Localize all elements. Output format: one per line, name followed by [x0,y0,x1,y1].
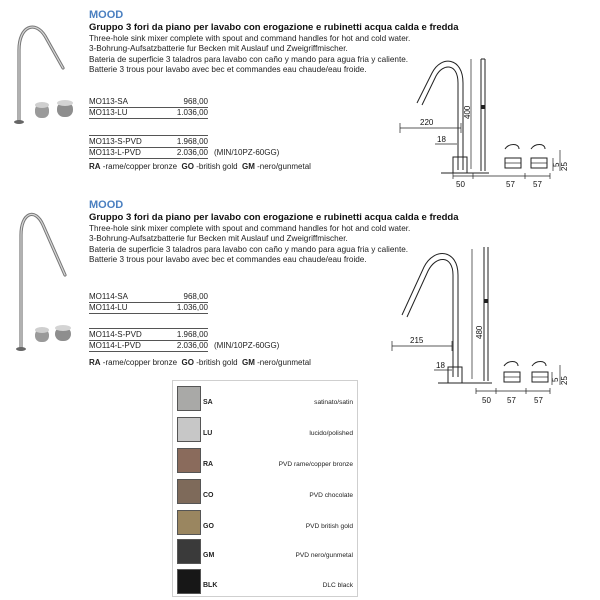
swatch-code: BLK [203,582,218,589]
dim-base-3: 57 [533,180,542,189]
divider [89,313,208,314]
min-order-note: (MIN/10PZ-60GG) [214,148,280,157]
swatch-row [173,415,359,446]
price-row [89,148,208,158]
price-row [89,341,208,351]
swatch-name: satinato/satin [314,399,353,406]
dim-reach: 215 [410,336,424,345]
dim-spout: 18 [437,135,446,144]
swatch-chip [177,448,201,473]
dim-base-1: 50 [482,396,491,405]
divider [89,158,208,159]
finish-name: -rame/copper bronze [102,162,178,171]
desc-es: Bateria de superficie 3 taladros para lavabo con caño y mando para agua fria y caliente. [89,244,409,254]
product-price: 1.968,00 [176,137,208,146]
swatch-code: GO [203,523,214,530]
brand-name: MOOD [89,9,124,21]
product-price: 1.968,00 [176,330,208,339]
swatch-code: RA [203,461,214,468]
brand-name: MOOD [89,199,124,211]
swatch-row [173,477,359,508]
desc-en: Three-hole sink mixer complete with spout and command handles for hot and cold water. [89,224,411,233]
finish-code: RA [89,358,101,367]
finish-name: -nero/gunmetal [257,358,311,367]
swatch-code: LU [203,430,213,437]
swatch-name: PVD nero/gunmetal [295,552,353,559]
technical-drawing-mo113 [395,45,600,195]
swatch-chip [177,539,201,564]
divider [89,135,208,136]
divider [89,118,208,119]
dim-base-2: 57 [506,180,515,189]
product-price: 2.036,00 [176,341,208,350]
finish-code: GM [242,162,255,171]
product-price: 968,00 [183,292,208,301]
product-code: MO114-L-PVD [89,341,141,350]
swatch-chip [177,386,201,411]
product-code: MO113-S-PVD [89,137,142,146]
finish-options [89,162,311,171]
swatch-name: PVD british gold [305,523,353,530]
dim-base-1: 50 [456,180,465,189]
desc-en: Three-hole sink mixer complete with spout and command handles for hot and cold water. [89,34,411,43]
finish-options [89,358,311,367]
dim-height: 400 [463,105,472,119]
finish-name: -british gold [196,358,238,367]
desc-es: Bateria de superficie 3 taladros para lavabo con caño y mando para agua fria y caliente. [89,54,409,64]
swatch-code: GM [203,552,215,559]
swatch-name: PVD chocolate [309,492,353,499]
price-row [89,108,208,118]
desc-fr: Batterie 3 trous pour lavabo avec bec et commandes eau chaude/eau froide. [89,64,367,74]
divider [89,351,208,352]
swatch-row [173,537,359,568]
product-image-mo114 [5,205,77,355]
finish-code: GO [181,358,194,367]
technical-drawing-mo114 [380,245,600,415]
price-row [89,303,208,313]
swatch-chip [177,479,201,504]
swatch-chip [177,569,201,594]
product-code: MO113-SA [89,97,128,106]
dim-reach: 220 [420,118,434,127]
product-code: MO114-LU [89,303,128,312]
dim-h2: 25 [560,162,569,171]
swatch-row [173,567,359,598]
price-row [89,330,208,340]
dim-h1: 5 [551,377,560,382]
swatch-code: CO [203,492,214,499]
dim-h2: 25 [560,376,569,385]
swatch-row [173,508,359,539]
product-code: MO114-S-PVD [89,330,142,339]
swatch-chip [177,510,201,535]
divider [89,328,208,329]
dim-spout: 18 [436,361,445,370]
product-image-mo113 [5,12,77,132]
desc-de: 3-Bohrung-Aufsatzbatterie fur Becken mit Auslauf und Zweigriffmischer. [89,44,348,54]
swatch-code: SA [203,399,213,406]
finish-code: GO [181,162,194,171]
price-row [89,292,208,302]
desc-fr: Batterie 3 trous pour lavabo avec bec et commandes eau chaude/eau froide. [89,254,367,264]
dim-base-3: 57 [534,396,543,405]
min-order-note: (MIN/10PZ-60GG) [214,341,280,350]
swatch-chip [177,417,201,442]
price-row [89,137,208,147]
finish-name: -rame/copper bronze [102,358,178,367]
product-price: 1.036,00 [176,108,208,117]
finish-name: -british gold [196,162,238,171]
dim-height: 480 [475,325,484,339]
desc-de: 3-Bohrung-Aufsatzbatterie fur Becken mit Auslauf und Zweigriffmischer. [89,234,348,244]
product-title: Gruppo 3 fori da piano per lavabo con erogazione e rubinetti acqua calda e fredda [89,22,459,33]
product-price: 1.036,00 [176,303,208,312]
price-row [89,97,208,107]
swatch-name: lucido/polished [309,430,353,437]
swatch-name: PVD rame/copper bronze [278,461,353,468]
finish-name: -nero/gunmetal [257,162,311,171]
swatch-row [173,384,359,415]
swatch-row [173,446,359,477]
finish-code: GM [242,358,255,367]
product-price: 2.036,00 [176,148,208,157]
dim-base-2: 57 [507,396,516,405]
product-price: 968,00 [183,97,208,106]
product-code: MO114-SA [89,292,128,301]
product-title: Gruppo 3 fori da piano per lavabo con erogazione e rubinetti acqua calda e fredda [89,212,459,223]
finish-code: RA [89,162,101,171]
product-code: MO113-LU [89,108,128,117]
product-code: MO113-L-PVD [89,148,141,157]
finish-swatch-panel [172,380,358,597]
dim-h1: 5 [552,162,561,167]
swatch-name: DLC black [322,582,353,589]
